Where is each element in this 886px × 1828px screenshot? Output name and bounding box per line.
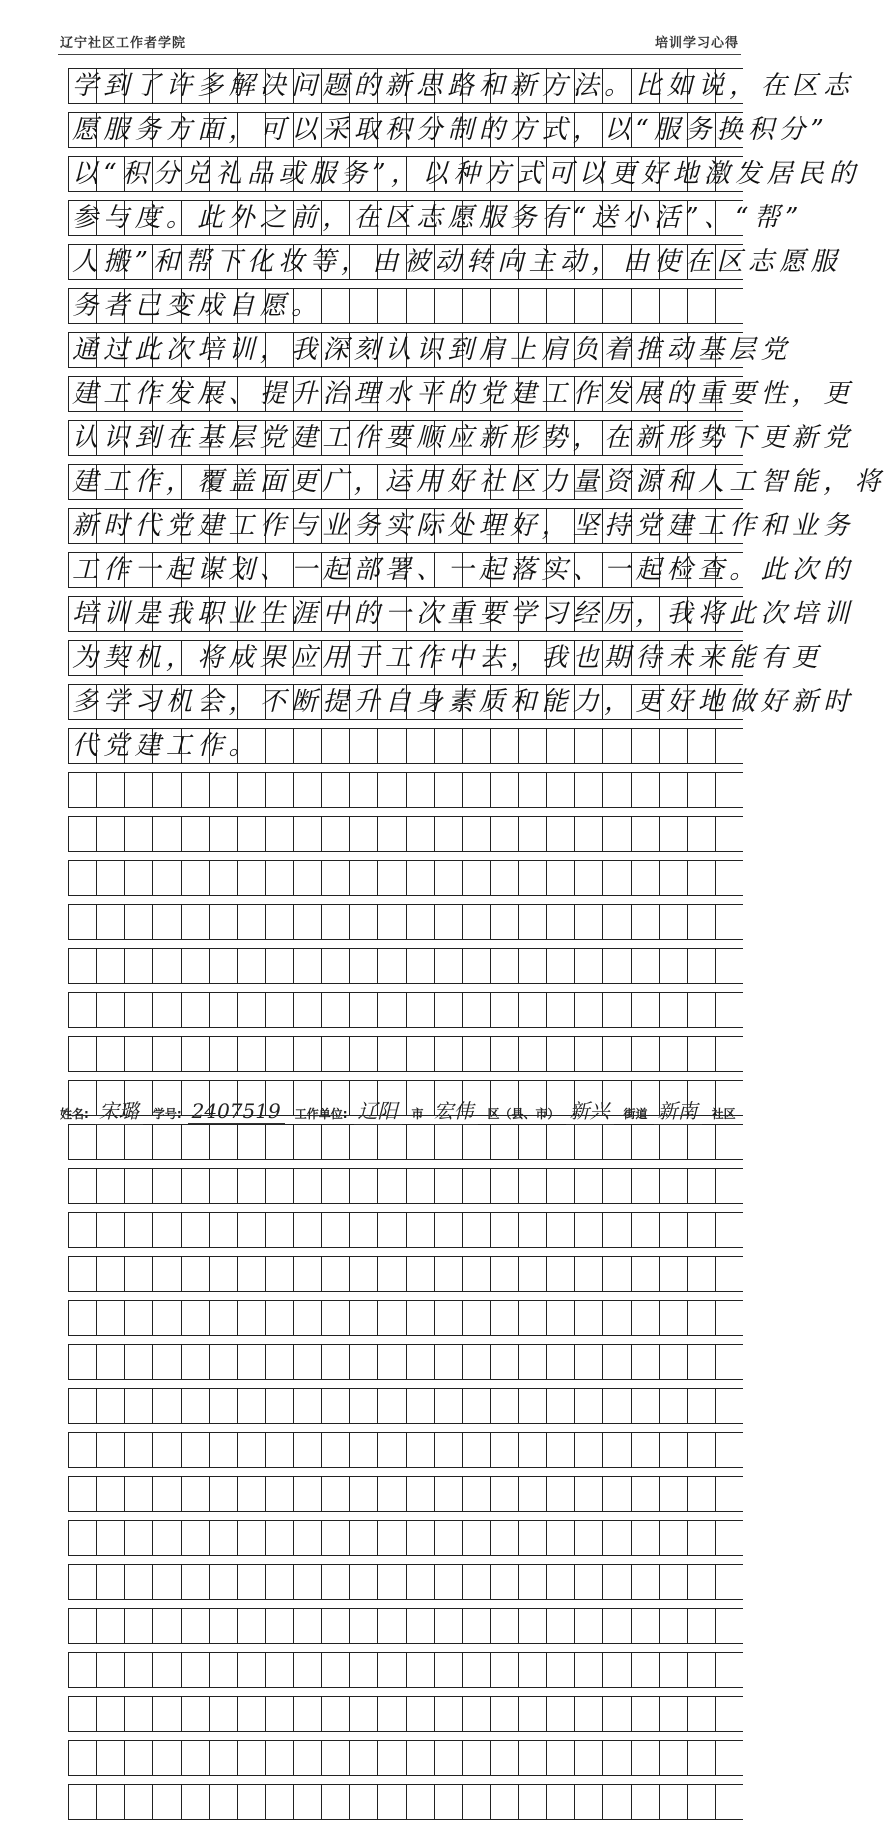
grid-row xyxy=(68,1256,743,1292)
grid-row xyxy=(68,1696,743,1732)
grid-row xyxy=(68,860,743,896)
handwritten-line: 人搬”和帮下化妆等，由被动转向主动，由使在区志愿服 xyxy=(72,247,842,277)
handwritten-line xyxy=(72,950,741,982)
district-value: 宏伟 xyxy=(430,1095,478,1125)
grid-row xyxy=(68,1608,743,1644)
handwritten-line xyxy=(72,1434,741,1466)
handwritten-line: 为契机，将成果应用于工作中去，我也期待未来能有更 xyxy=(72,643,824,673)
handwritten-line xyxy=(72,906,741,938)
handwritten-line xyxy=(72,1258,741,1290)
handwritten-line xyxy=(72,1346,741,1378)
footer-info xyxy=(60,1095,759,1125)
handwritten-line: 学到了许多解决问题的新思路和新方法。比如说，在区志 xyxy=(72,71,855,101)
grid-row xyxy=(68,1476,743,1512)
grid-row xyxy=(68,156,861,192)
grid-row xyxy=(68,1168,743,1204)
handwritten-line xyxy=(72,1654,741,1686)
handwritten-line: 建工作发展、提升治理水平的党建工作发展的重要性，更 xyxy=(72,379,855,409)
grid-row xyxy=(68,200,804,236)
grid-row xyxy=(68,1740,743,1776)
handwritten-line: 代党建工作。 xyxy=(72,731,260,761)
street-value: 新兴 xyxy=(566,1095,614,1125)
grid-row xyxy=(68,904,743,940)
handwritten-line: 以“积分兑礼品或服务”，以种方式可以更好地激发居民的 xyxy=(72,159,861,189)
handwritten-line xyxy=(72,994,741,1026)
handwritten-line: 务者已变成自愿。 xyxy=(72,291,323,321)
handwritten-line xyxy=(72,1698,741,1730)
handwritten-line: 多学习机会，不断提升自身素质和能力，更好地做好新时 xyxy=(72,687,855,717)
grid-row xyxy=(68,508,855,544)
community-label: 社区 xyxy=(711,1107,736,1121)
grid-row xyxy=(68,1212,743,1248)
grid-row xyxy=(68,244,842,280)
handwritten-line xyxy=(72,1478,741,1510)
student-id-label: 学号: xyxy=(152,1107,182,1121)
grid-row xyxy=(68,1036,743,1072)
grid-row xyxy=(68,1520,743,1556)
handwritten-line: 新时代党建工作与业务实际处理好，坚持党建工作和业务 xyxy=(72,511,855,541)
handwritten-line xyxy=(72,1126,741,1158)
header-rule xyxy=(58,54,741,55)
grid-row xyxy=(68,992,743,1028)
handwritten-line xyxy=(72,1566,741,1598)
community-value: 新南 xyxy=(654,1095,702,1125)
grid-row xyxy=(68,640,824,676)
grid-row xyxy=(68,1124,743,1160)
grid-row xyxy=(68,728,743,764)
grid-row xyxy=(68,948,743,984)
district-label: 区（县、市） xyxy=(487,1107,560,1121)
grid-row xyxy=(68,420,855,456)
grid-row xyxy=(68,332,792,368)
grid-row xyxy=(68,816,743,852)
handwritten-line xyxy=(72,1170,741,1202)
grid-row xyxy=(68,1564,743,1600)
handwritten-line: 工作一起谋划、一起部署、一起落实、一起检查。此次的 xyxy=(72,555,855,585)
grid-row xyxy=(68,1432,743,1468)
work-unit-label: 工作单位: xyxy=(294,1107,348,1121)
handwritten-line xyxy=(72,1038,741,1070)
handwritten-line xyxy=(72,1610,741,1642)
name-label: 姓名: xyxy=(60,1107,89,1121)
handwritten-line xyxy=(72,862,741,894)
handwritten-line xyxy=(72,1786,741,1818)
handwritten-line: 通过此次培训，我深刻认识到肩上肩负着推动基层党 xyxy=(72,335,792,365)
grid-row xyxy=(68,596,855,632)
writing-grid xyxy=(68,68,886,1828)
grid-row xyxy=(68,552,855,588)
header-document-type: 培训学习心得 xyxy=(654,36,739,51)
handwritten-line xyxy=(72,1214,741,1246)
street-label: 街道 xyxy=(623,1107,648,1121)
city-label: 市 xyxy=(411,1107,424,1121)
grid-row xyxy=(68,1388,743,1424)
grid-row xyxy=(68,464,886,500)
handwritten-line xyxy=(72,1742,741,1774)
handwritten-line: 建工作，覆盖面更广，运用好社区力量资源和人工智能，将 xyxy=(72,467,886,497)
grid-row xyxy=(68,772,743,808)
handwritten-line xyxy=(72,1302,741,1334)
grid-row xyxy=(68,1344,743,1380)
grid-row xyxy=(68,1300,743,1336)
city-value: 辽阳 xyxy=(354,1095,402,1125)
student-id-value: 2407519 xyxy=(188,1099,285,1124)
grid-row xyxy=(68,112,830,148)
handwritten-line xyxy=(72,774,741,806)
grid-row xyxy=(68,684,855,720)
grid-row xyxy=(68,376,855,412)
handwritten-line: 认识到在基层党建工作要顺应新形势，在新形势下更新党 xyxy=(72,423,855,453)
grid-row xyxy=(68,1652,743,1688)
header-institution: 辽宁社区工作者学院 xyxy=(60,36,187,51)
handwritten-line xyxy=(72,1390,741,1422)
name-value: 宋璐 xyxy=(95,1095,143,1125)
grid-row xyxy=(68,1784,743,1820)
handwritten-line: 培训是我职业生涯中的一次重要学习经历，我将此次培训 xyxy=(72,599,855,629)
handwritten-line: 参与度。此外之前，在区志愿服务有“送小活”、“帮” xyxy=(72,203,804,233)
handwritten-line: 愿服务方面，可以采取积分制的方式，以“服务换积分” xyxy=(72,115,830,145)
grid-row xyxy=(68,68,855,104)
grid-row xyxy=(68,288,743,324)
handwritten-line xyxy=(72,1522,741,1554)
handwritten-line xyxy=(72,818,741,850)
